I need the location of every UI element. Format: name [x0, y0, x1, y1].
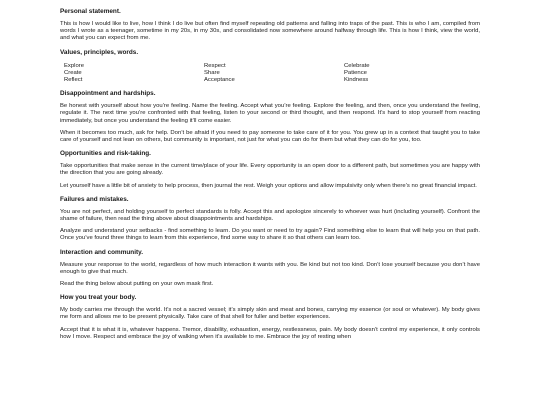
values-column	[344, 63, 484, 85]
value-item: Patience	[344, 69, 367, 76]
section-heading-body: How you treat your body.	[60, 294, 137, 302]
paragraph: Let yourself have a little bit of anxiety to help process, then journal the rest. Weigh your options and allow impulsivity only when there’s no great financial impact.	[60, 182, 477, 189]
section-heading-personal: Personal statement.	[60, 8, 121, 15]
section-heading-opportunities: Opportunities and risk-taking.	[60, 150, 151, 158]
paragraph: Read the thing below about putting on your own mask first.	[60, 281, 214, 288]
value-item: Celebrate	[344, 62, 370, 69]
value-item: Respect	[204, 62, 226, 69]
paragraph: Accept that it is what it is, whatever happens. Tremor, disability, exhaustion, energy, restlessness, pain. My body doesn’t control my experience, it only controls how I move. Respect and embrace the joy of walking when it’s available to me. Embrace the joy of resting when	[60, 326, 480, 340]
value-item: Create	[64, 69, 82, 76]
paragraph: This is how I would like to live, how I think I do live but often find myself repeating old patterns and falling into traps of the past. This is who I am, compiled from words I wrote as a teenager, sometime in my 20s, in my 30s, and consolidated now somewhere around halfway through life. This is how I think, view the world, and what you can expect from me.	[60, 21, 480, 42]
value-item: Explore	[64, 62, 84, 69]
paragraph: When it becomes too much, ask for help. Don’t be afraid if you need to pay someone to take care of it for you. You grew up in a context that taught you to take care of yourself and not lean on others, but community is important, not just for what you can do for them but what they can do for you, too.	[60, 129, 480, 144]
value-item: Reflect	[64, 77, 83, 84]
section-heading-interaction: Interaction and community.	[60, 248, 143, 256]
paragraph: You are not perfect, and holding yourself to perfect standards is folly. Accept this and apologize sincerely to whoever was hurt (including yourself). Confront the shame of failure, then read the thing above about disappointments and hardships.	[60, 208, 480, 223]
paragraph: Analyze and understand your setbacks - find something to learn. Do you want or need to try again? Find something else to learn that will help you on that path. Once you’ve found three things to learn from this experience, find some way to share it so that others can learn too.	[60, 228, 480, 242]
values-column	[204, 63, 344, 85]
value-item: Share	[204, 69, 220, 76]
paragraph: Measure your response to the world, regardless of how much interaction it wants with you. Be kind but not too kind. Don’t lose yourself because you don’t have enough to give that much.	[60, 261, 480, 275]
paragraph: Be honest with yourself about how you’re feeling. Name the feeling. Accept what you’re feeling. Explore the feeling, and then, once you understand the feeling, regulate it. The next time you’re confronted with that feeling, listen to your second or third thought, and then respond. It’s hard to stop yourself from reacting immediately, but once you understand the feeling it’ll come easier.	[60, 103, 480, 124]
value-item: Kindness	[344, 77, 369, 84]
section-heading-failures: Failures and mistakes.	[60, 195, 129, 203]
section-heading-values: Values, principles, words.	[60, 48, 139, 56]
value-item: Acceptance	[204, 77, 235, 84]
paragraph: My body carries me through the world. It’s not a sacred vessel; it’s simply skin and meat and bones, carrying my essence (or soul or whatever). My body gives me form and allows me to be present physically. Take care of that shell for fuller and better experiences.	[60, 307, 480, 321]
values-column	[64, 63, 204, 85]
values-list	[60, 63, 480, 85]
paragraph: Take opportunities that make sense in the current time/place of your life. Every opportunity is an open door to a different path, but sometimes you are happy with the direction that you are going already.	[60, 163, 480, 177]
section-heading-disappointment: Disappointment and hardships.	[60, 90, 156, 98]
